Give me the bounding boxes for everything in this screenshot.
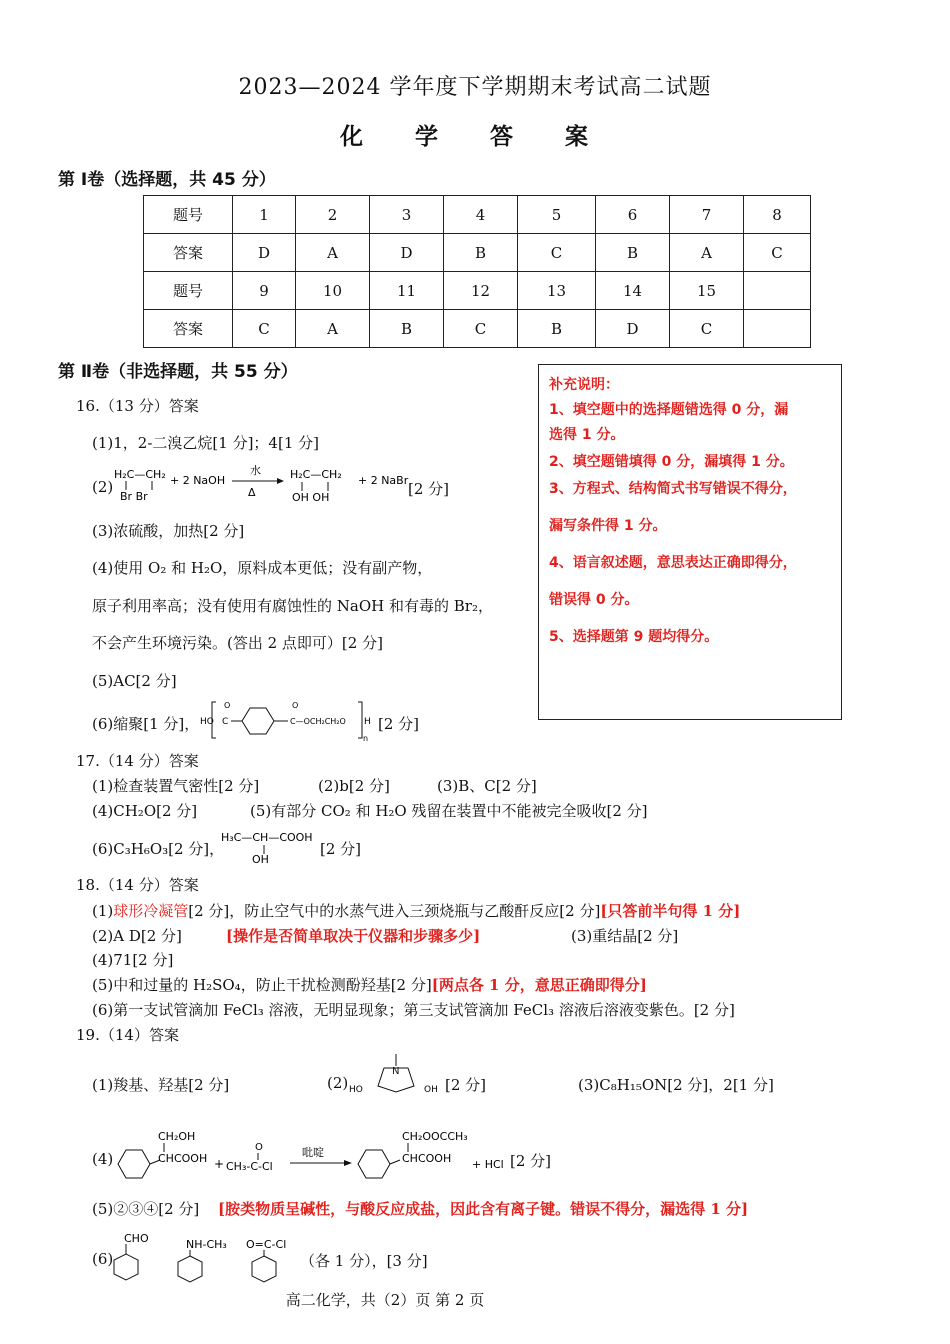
question-number: 12	[444, 272, 518, 310]
condition-pyridine: 吡啶	[302, 1146, 324, 1159]
note-line: 1、填空题中的选择题错选得 0 分，漏	[549, 402, 789, 418]
product-hcl: + HCl	[472, 1158, 504, 1171]
q16-answer-4a: (4)使用 O₂ 和 H₂O，原料成本更低；没有副产物，	[92, 559, 433, 577]
q19-scoring-note: [胺类物质呈碱性，与酸反应成盐，因此含有离子键。错误不得分，漏选得 1 分]	[218, 1200, 749, 1218]
q19-answer-2-score: [2 分]	[445, 1076, 487, 1094]
table-row	[144, 310, 811, 348]
note-line: 2、填空题错填得 0 分，漏填得 1 分。	[549, 454, 794, 470]
answer-text: (5)中和过量的 H₂SO₄，防止干扰检测酚羟基[2 分]	[92, 976, 432, 994]
answer-cell: D	[370, 234, 444, 272]
q19-answer-5	[92, 1198, 199, 1219]
benzene-ring-icon	[114, 1254, 138, 1280]
answer-cell: D	[596, 310, 670, 348]
part1-heading: 第 Ⅰ卷（选择题，共 45 分）	[58, 170, 276, 190]
answer-text: (5)②③④[2 分]	[92, 1200, 200, 1218]
q18-answer-3: (3)重结晶[2 分]	[571, 927, 679, 945]
question-number: 7	[670, 196, 744, 234]
benzene-ring-icon	[178, 1256, 202, 1282]
benzaldehyde-group: CHO	[124, 1232, 149, 1245]
answer-text: [2 分]，防止空气中的水蒸气进入三颈烧瓶与乙酸酐反应[2 分]	[188, 902, 601, 920]
repeat-n: n	[363, 734, 369, 743]
question-number	[744, 272, 811, 310]
reactant-chain: H₂C—CH₂	[114, 468, 166, 481]
lactic-acid-structure	[220, 826, 320, 866]
q16-heading: 16.（13 分）答案	[76, 397, 199, 415]
q18-answer-1	[92, 900, 740, 921]
hydroxyl-end: HO	[200, 717, 214, 727]
hydrogen-end: H	[364, 717, 371, 727]
question-number: 3	[370, 196, 444, 234]
q16-answer-1: (1)1，2-二溴乙烷[1 分]；4[1 分]	[92, 434, 319, 452]
answer-cell: C	[744, 234, 811, 272]
row-label: 题号	[144, 272, 233, 310]
question-number: 8	[744, 196, 811, 234]
q17-answer-1: (1)检查装置气密性[2 分]	[92, 777, 260, 795]
hydroxyl-left: HO	[349, 1085, 363, 1095]
notes-title: 补充说明：	[549, 377, 619, 393]
q17-answer-3: (3)B、C[2 分]	[437, 777, 537, 795]
answer-cell: B	[596, 234, 670, 272]
product-chcooh: CHCOOH	[402, 1152, 452, 1165]
q16-answer-2-score: [2 分]	[408, 480, 450, 498]
bracket-right	[358, 702, 362, 738]
acetyl-chloride: CH₃-C-Cl	[226, 1160, 273, 1173]
benzene-ring-icon	[252, 1256, 276, 1282]
question-number: 13	[518, 272, 596, 310]
q17-heading: 17.（14 分）答案	[76, 752, 199, 770]
q16-answer-3: (3)浓硫酸，加热[2 分]	[92, 522, 245, 540]
q17-answer-2: (2)b[2 分]	[318, 777, 390, 795]
plus-sign: +	[214, 1157, 225, 1171]
answer-cell: D	[233, 234, 296, 272]
note-line: 选得 1 分。	[549, 427, 625, 443]
q19-answer-4-score: [2 分]	[510, 1152, 552, 1170]
answer-highlight: 球形冷凝管	[113, 902, 189, 920]
question-number: 6	[596, 196, 670, 234]
q16-answer-5: (5)AC[2 分]	[92, 672, 177, 690]
question-number: 15	[670, 272, 744, 310]
benzene-ring-icon	[118, 1150, 150, 1178]
answer-cell: C	[518, 234, 596, 272]
q18-scoring-note-2: [操作是否简单取决于仪器和步骤多少]	[226, 927, 481, 945]
ring-nitrogen: N	[392, 1066, 400, 1077]
question-number: 11	[370, 272, 444, 310]
question-number: 1	[233, 196, 296, 234]
answer-cell: C	[233, 310, 296, 348]
note-line: 错误得 0 分。	[549, 592, 639, 608]
hydroxyl-right: OH	[424, 1085, 438, 1095]
q16-answer-6-label: (6)缩聚[1 分]，	[92, 715, 200, 733]
table-row	[144, 234, 811, 272]
q19-answer-1: (1)羧基、羟基[2 分]	[92, 1076, 230, 1094]
note-line: 5、选择题第 9 题均得分。	[549, 629, 719, 645]
arrow-head	[344, 1160, 352, 1166]
q18-answer-5	[92, 974, 647, 995]
note-line: 3、方程式、结构简式书写错误不得分，	[549, 481, 797, 497]
row-label: 答案	[144, 310, 233, 348]
q19-heading: 19.（14）答案	[76, 1026, 179, 1044]
reagent-naoh: + 2 NaOH	[170, 474, 226, 487]
q19-isomer-structures	[112, 1228, 302, 1284]
table-row	[144, 196, 811, 234]
row-label: 答案	[144, 234, 233, 272]
condition-heat: Δ	[248, 486, 256, 499]
note-line: 漏写条件得 1 分。	[549, 518, 667, 534]
answer-cell: A	[296, 234, 370, 272]
page-footer: 高二化学，共（2）页 第 2 页	[285, 1291, 485, 1309]
acyl-oxygen: O	[255, 1142, 263, 1153]
benzene-ring-icon	[358, 1150, 390, 1178]
carbonyl-carbon: C	[222, 717, 229, 727]
q19-answer-2-label: (2)	[327, 1074, 349, 1092]
table-row	[144, 272, 811, 310]
reactant-chcooh: CHCOOH	[158, 1152, 208, 1165]
question-number: 14	[596, 272, 670, 310]
q18-answer-6: (6)第一支试管滴加 FeCl₃ 溶液，无明显现象；第三支试管滴加 FeCl₃ 溶液后溶液变紫色。[2 分]	[92, 1001, 735, 1019]
q16-answer-4b: 原子利用率高；没有使用有腐蚀性的 NaOH 和有毒的 Br₂，	[92, 597, 493, 615]
answer-table	[143, 195, 811, 348]
answer-cell: C	[444, 310, 518, 348]
arrow-head	[277, 478, 284, 484]
answer-cell	[744, 310, 811, 348]
q18-heading: 18.（14 分）答案	[76, 876, 199, 894]
answer-cell: A	[670, 234, 744, 272]
product-substituents: OH OH	[292, 491, 330, 504]
row-label: 题号	[144, 196, 233, 234]
question-number: 5	[518, 196, 596, 234]
structure-main: H₃C—CH—COOH	[221, 831, 313, 844]
exam-title: 2023—2024 学年度下学期期末考试高二试题	[238, 75, 712, 100]
q19-answer-6-label: (6)	[92, 1250, 114, 1268]
carbonyl-oxygen: O	[224, 701, 231, 710]
q18-answer-2: (2)A D[2 分]	[92, 927, 182, 945]
condition-water: 水	[250, 464, 261, 477]
q18-answer-4: (4)71[2 分]	[92, 951, 174, 969]
scoring-note: [只答前半句得 1 分]	[600, 902, 741, 920]
ester-chain: C—OCH₂CH₂O	[290, 717, 346, 726]
q19-answer-6-score: （各 1 分），[3 分]	[300, 1252, 428, 1270]
question-number: 4	[444, 196, 518, 234]
answer-cell: C	[670, 310, 744, 348]
scoring-note: [两点各 1 分，意思正确即得分]	[431, 976, 647, 994]
answer-cell: B	[444, 234, 518, 272]
benzoyl-chloride-group: O=C-Cl	[246, 1238, 287, 1251]
product-nabr: + 2 NaBr	[358, 474, 409, 487]
answer-cell: B	[370, 310, 444, 348]
question-number: 2	[296, 196, 370, 234]
q16-answer-4c: 不会产生环境污染。(答出 2 点即可）[2 分]	[92, 634, 383, 652]
q17-answer-6-score: [2 分]	[320, 840, 362, 858]
supplementary-notes	[538, 364, 842, 720]
question-number: 10	[296, 272, 370, 310]
q17-answer-4: (4)CH₂O[2 分]	[92, 802, 198, 820]
q16-reaction-equation	[112, 460, 412, 504]
q19-answer-4-label: (4)	[92, 1150, 114, 1168]
structure-oh: OH	[252, 853, 269, 866]
product-ester-group: CH₂OOCCH₃	[402, 1130, 468, 1143]
note-line: 4、语言叙述题，意思表达正确即得分，	[549, 555, 797, 571]
reactant-ch2oh: CH₂OH	[158, 1130, 196, 1143]
bond-line	[390, 1160, 400, 1164]
q19-esterification-equation	[112, 1122, 512, 1182]
pyrrolidine-structure	[348, 1052, 444, 1098]
q19-answer-3: (3)C₈H₁₅ON[2 分]，2[1 分]	[578, 1076, 774, 1094]
q17-answer-5: (5)有部分 CO₂ 和 H₂O 残留在装置中不能被完全吸收[2 分]	[250, 802, 648, 820]
q16-answer-6-score: [2 分]	[378, 715, 420, 733]
benzene-ring-icon	[242, 708, 274, 734]
answer-label: (1)	[92, 902, 114, 920]
q17-answer-6-label: (6)C₃H₆O₃[2 分]，	[92, 840, 225, 858]
part2-heading: 第 Ⅱ卷（非选择题，共 55 分）	[58, 362, 298, 382]
polyester-structure	[198, 694, 378, 744]
q16-answer-2-label: (2)	[92, 478, 114, 496]
carbonyl-oxygen: O	[292, 701, 299, 710]
answer-cell: A	[296, 310, 370, 348]
methylamino-group: NH-CH₃	[186, 1238, 227, 1251]
answer-title: 化 学 答 案	[339, 124, 611, 150]
reactant-substituents: Br Br	[120, 490, 148, 503]
question-number: 9	[233, 272, 296, 310]
product-chain: H₂C—CH₂	[290, 468, 342, 481]
answer-cell: B	[518, 310, 596, 348]
